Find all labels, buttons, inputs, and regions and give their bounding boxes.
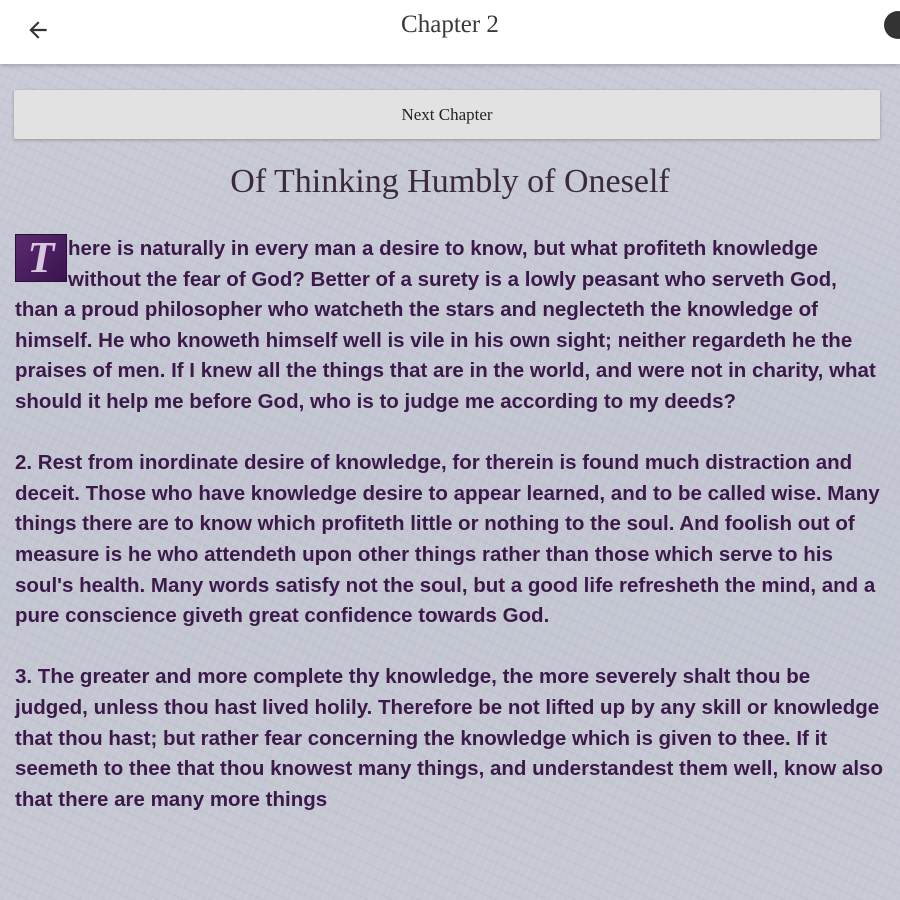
- drop-cap: T: [15, 234, 67, 282]
- app-bar: [0, 0, 900, 64]
- chapter-heading: Of Thinking Humbly of Oneself: [230, 163, 670, 200]
- paragraph-1-text: here is naturally in every man a desire to know, but what profiteth knowledge without the fear of God? Better of a surety is a lowly peasant who serveth God, than a proud philosopher who watcheth the stars and neglecteth the knowledge of himself. He who knoweth himself well is vile in his own sight; neither regardeth he the praises of men. If I knew all the things that are in the world, and were not in charity, what should it help me before God, who is to judge me according to my deeds?: [15, 237, 876, 413]
- paragraph-1: [15, 234, 885, 418]
- paragraph-2: 2. Rest from inordinate desire of knowledge, for therein is found much distraction and deceit. Those who have knowledge desire to appear learned, and to be called wise. Many things there are to know which profiteth little or nothing to the soul. And foolish out of measure is he who attendeth upon other things rather than those which serve to his soul's health. Many words satisfy not the soul, but a good life refresheth the mind, and a pure conscience giveth great confidence towards God.: [15, 451, 880, 628]
- next-chapter-button[interactable]: Next Chapter: [14, 90, 880, 139]
- chapter-body: [15, 234, 885, 846]
- reader-content[interactable]: [0, 64, 900, 900]
- paragraph-3: 3. The greater and more complete thy knowledge, the more severely shalt thou be judged, unless thou hast lived holily. Therefore be not lifted up by any skill or knowledge that thou hast; but rather fear concerning the knowledge which is given to thee. If it seemeth to thee that thou knowest many things, and understandest them well, know also that there are many more things: [15, 665, 883, 811]
- app-title: Chapter 2: [401, 11, 499, 38]
